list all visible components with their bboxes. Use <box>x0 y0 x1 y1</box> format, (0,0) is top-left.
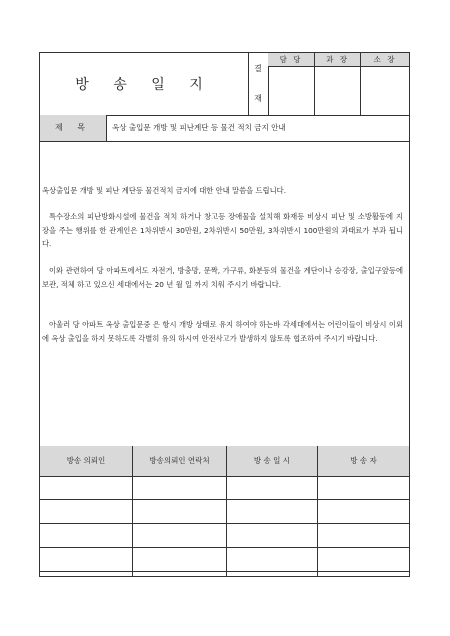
log-table-header <box>40 446 409 477</box>
table-row[interactable] <box>40 500 409 524</box>
form-header <box>40 53 409 116</box>
approver-label: 과 장 <box>315 53 360 67</box>
approver-label: 담 당 <box>268 53 314 67</box>
table-row[interactable] <box>40 476 409 500</box>
column-header-broadcaster: 방 송 자 <box>350 456 377 465</box>
paragraph-penalty: 특수장소의 피난방화시설에 물건을 적치 하거나 창고등 장애물을 설치해 화재등 비상시 피난 및 소방활동에 지장을 주는 행위를 한 관계인은 1차위반시 30만원, 2차위반시 50만원, 3차위반시 100만원의 과태료가 부과 됩니다. <box>42 212 403 248</box>
signature-box-director[interactable] <box>361 53 409 115</box>
column-divider <box>226 446 227 576</box>
approval-label-top: 결 <box>254 64 262 73</box>
table-row[interactable] <box>40 548 409 572</box>
paragraph-clearance: 이와 관련하여 당 아파트에서도 자전거, 방충망, 문짝, 가구류, 화분등의 물건을 계단이나 승강장, 출입구앞등에 보관, 적체 하고 있으신 세대에서는 20 년 월 일 까지 치워 주시기 바랍니다. <box>42 266 403 289</box>
column-header-contact: 방송의뢰인 연락처 <box>149 456 210 465</box>
paragraph-intro: 옥상출입문 개방 및 피난 계단등 물건적치 금지에 대한 안내 말씀을 드립니다. <box>42 186 287 195</box>
announcement-body <box>40 141 409 447</box>
signature-box-manager[interactable] <box>268 53 315 115</box>
approval-label <box>248 53 269 115</box>
subject-row <box>40 115 409 142</box>
broadcast-log-table <box>40 446 409 576</box>
approval-label-bottom: 재 <box>254 94 262 103</box>
table-row[interactable] <box>40 524 409 548</box>
column-header-datetime: 방 송 일 시 <box>253 456 291 465</box>
paragraph-rooftop: 아울러 당 아파트 옥상 출입문중 은 항시 개방 상태로 유지 하여야 하는바 각세대에서는 어린이들이 비상시 이외에 옥상 출입을 하지 못하도록 각별히 유의 하시여 안전사고가 발생하지 않토록 협조하여 주시기 바랍니다. <box>42 320 403 343</box>
subject-text[interactable]: 옥상 출입문 개방 및 피난계단 등 물건 적치 금지 안내 <box>112 123 286 132</box>
column-header-requester: 방송 의뢰인 <box>66 456 106 465</box>
column-divider <box>317 446 318 576</box>
page-title: 방 송 일 지 <box>40 53 249 115</box>
subject-label: 제 목 <box>40 115 107 141</box>
broadcast-log-form <box>39 52 410 577</box>
column-divider <box>132 446 133 576</box>
approver-label: 소 장 <box>361 53 409 67</box>
signature-box-section-chief[interactable] <box>315 53 361 115</box>
